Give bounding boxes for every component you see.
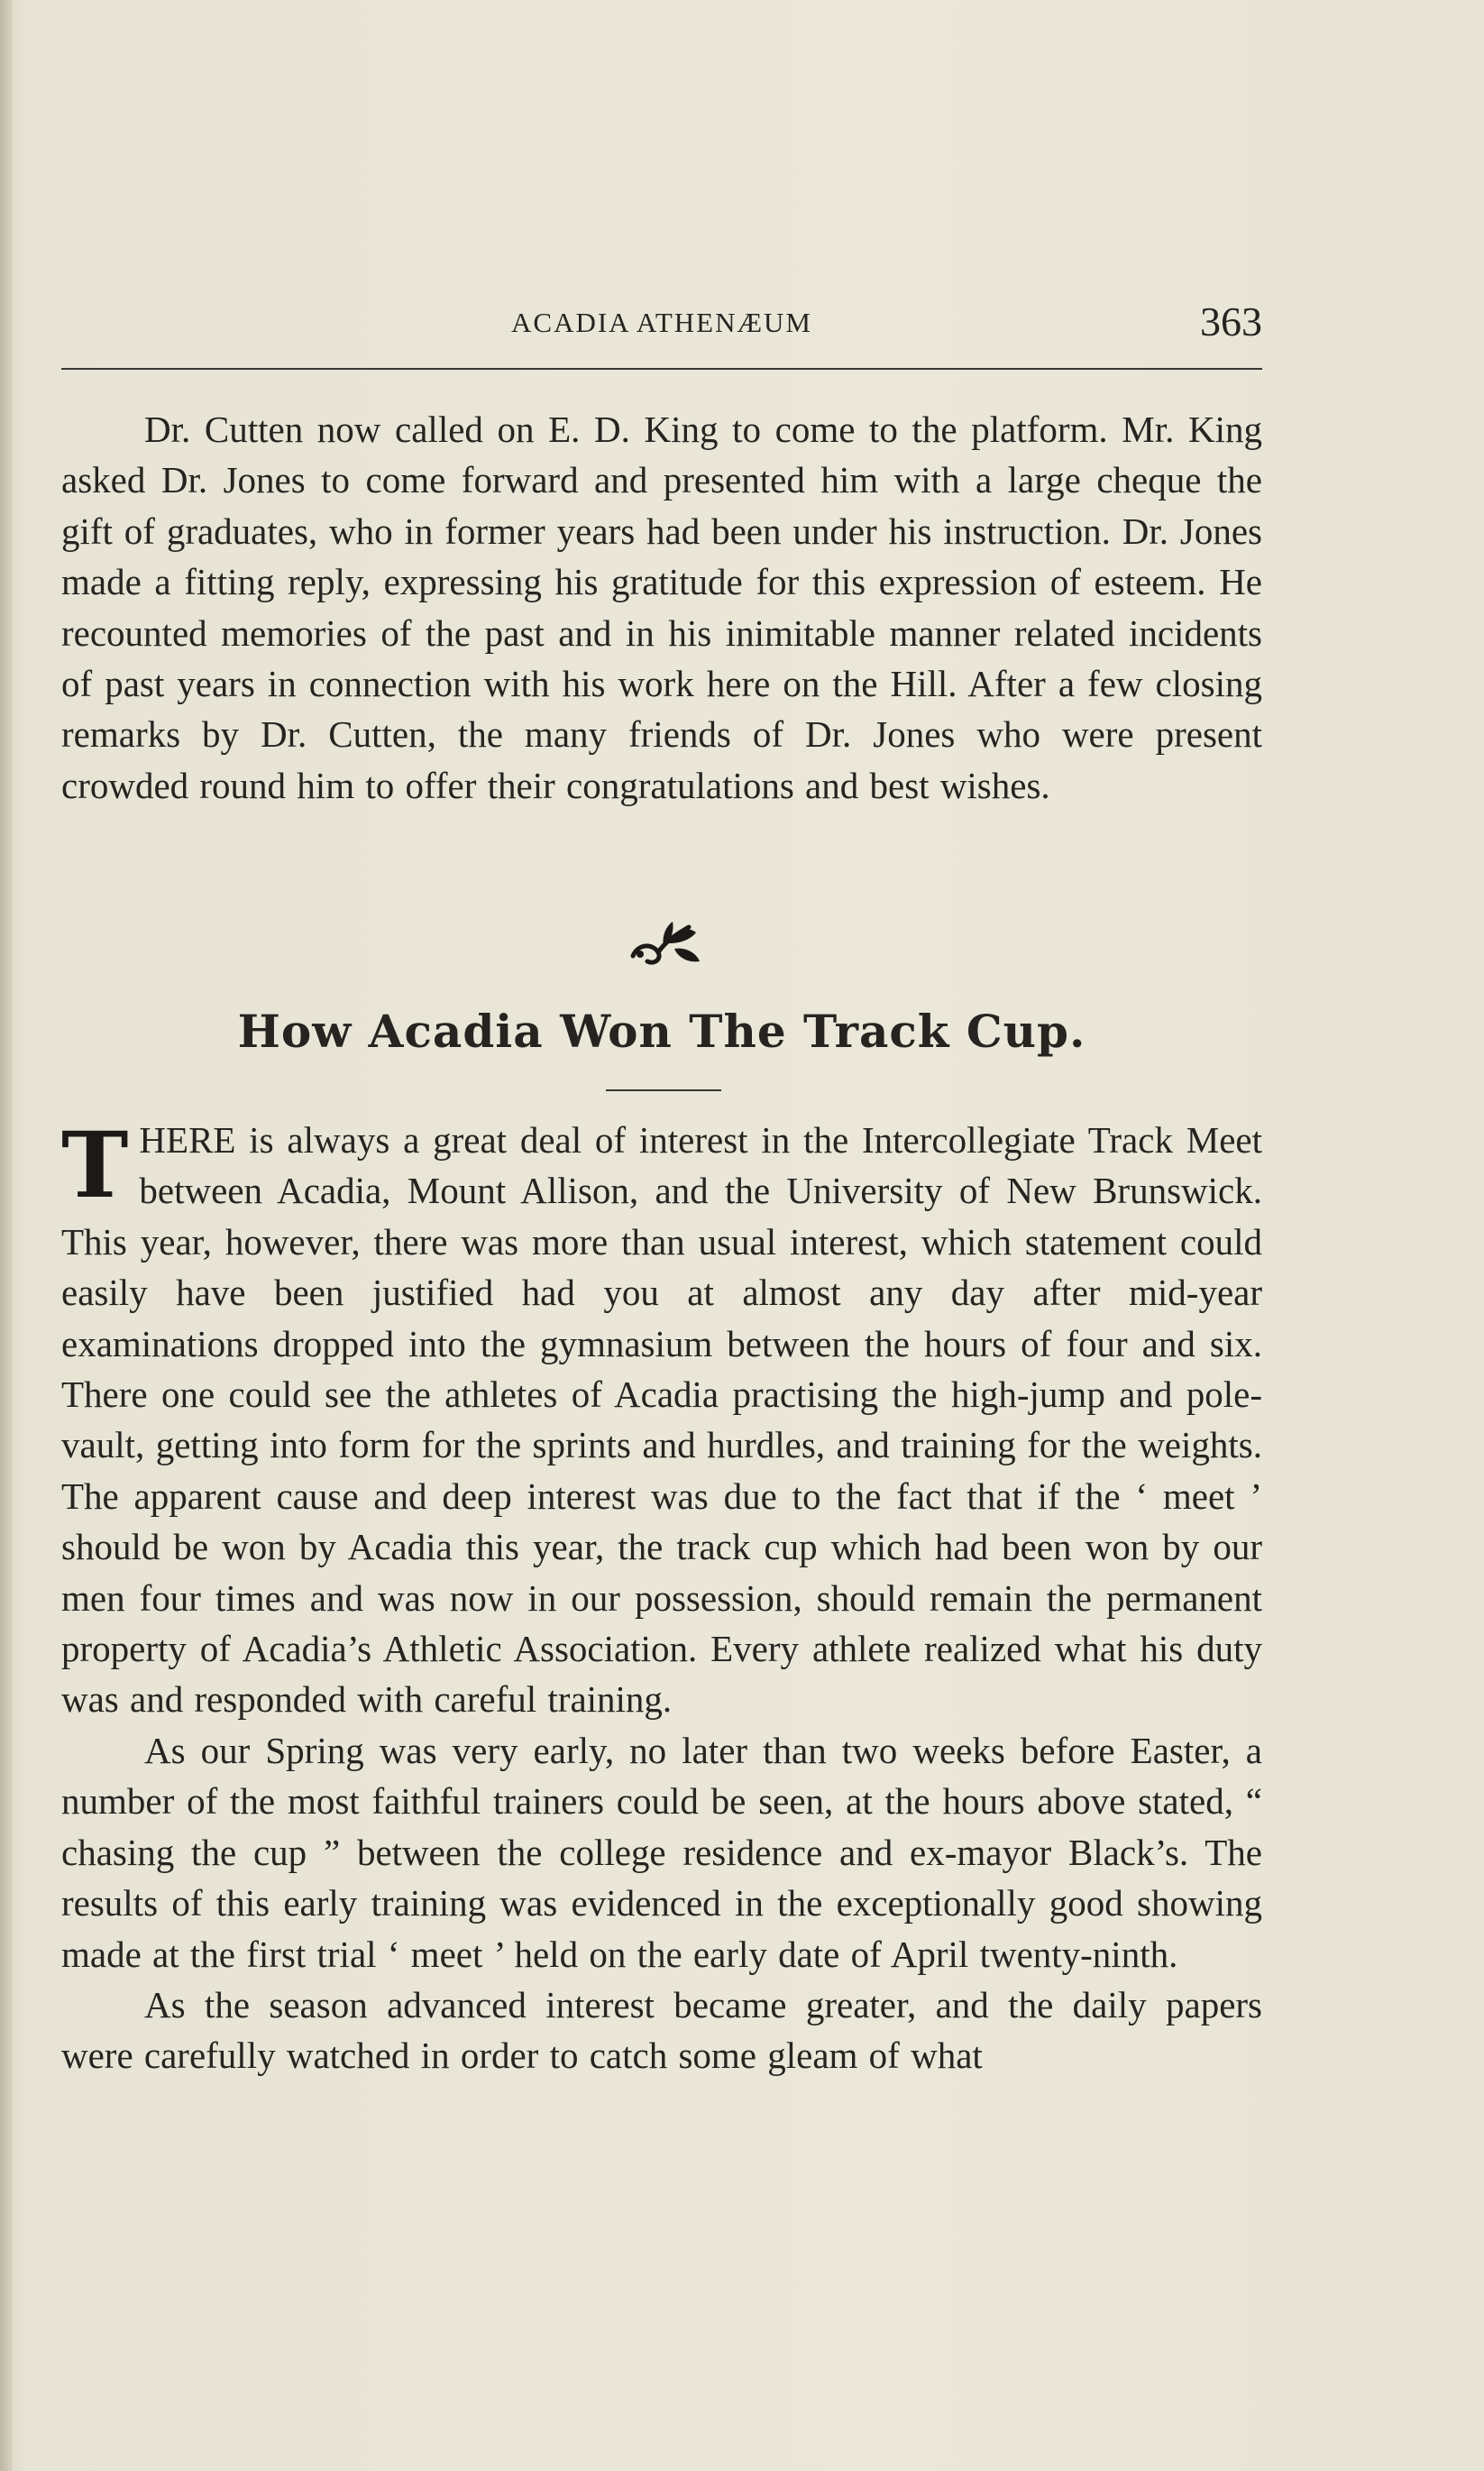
article-body	[61, 1112, 1262, 2081]
intro-section	[61, 404, 1262, 811]
page-edge	[0, 0, 13, 2471]
fleuron-ornament-icon	[622, 916, 712, 970]
article-paragraph-1-text: HERE is always a great deal of interest in the Intercollegiate Track Meet between Acadia, Mount Allison, and the University of New Brunswick. This year, however, there was more than usual interest, which statement could easily have been justified had you at almost any day after mid-year examinations dropped into the gymnasium between the hours of four and six. There one could see the athletes of Acadia practising the high-jump and pole-vault, getting into form for the sprints and hurdles, and training for the weights. The apparent cause and deep interest was due to the fact that if the ‘ meet ’ should be won by Acadia this year, the track cup which had been won by our men four times and was now in our possession, should remain the permanent property of Acadia’s Athletic Association. Every athlete realized what his duty was and responded with careful training.	[61, 1119, 1262, 1721]
article-paragraph-2: As our Spring was very early, no later than two weeks before Easter, a number of the most faithful trainers could be seen, at the hours above stated, “ chasing the cup ” between the college residence and ex-mayor Black’s. The results of this early training was evidenced in the exceptionally good showing made at the first trial ‘ meet ’ held on the early date of April twenty-ninth.	[61, 1729, 1262, 1975]
page-number: 363	[1200, 299, 1262, 344]
article-title: How Acadia Won The Track Cup.	[237, 1005, 1086, 1058]
drop-cap: T	[61, 1112, 129, 1218]
title-rule	[606, 1089, 721, 1091]
article-paragraph-1	[61, 1112, 1262, 1725]
intro-paragraph: Dr. Cutten now called on E. D. King to come to the platform. Mr. King asked Dr. Jones to come forward and presented him with a large cheque the gift of graduates, who in former years had been under his instruction. Dr. Jones made a fitting reply, expressing his gratitude for this expression of esteem. He recounted memories of the past and in his inimitable manner related incidents of past years in connection with his work here on the Hill. After a few closing remarks by Dr. Cutten, the many friends of Dr. Jones who were present crowded round him to offer their congratulations and best wishes.	[61, 409, 1262, 806]
header-rule	[61, 368, 1262, 370]
running-head: ACADIA ATHENÆUM	[511, 307, 812, 338]
article-paragraph-3: As the season advanced interest became greater, and the daily papers were carefully watched in order to catch some gleam of what	[61, 1983, 1262, 2077]
page-header	[61, 298, 1262, 370]
